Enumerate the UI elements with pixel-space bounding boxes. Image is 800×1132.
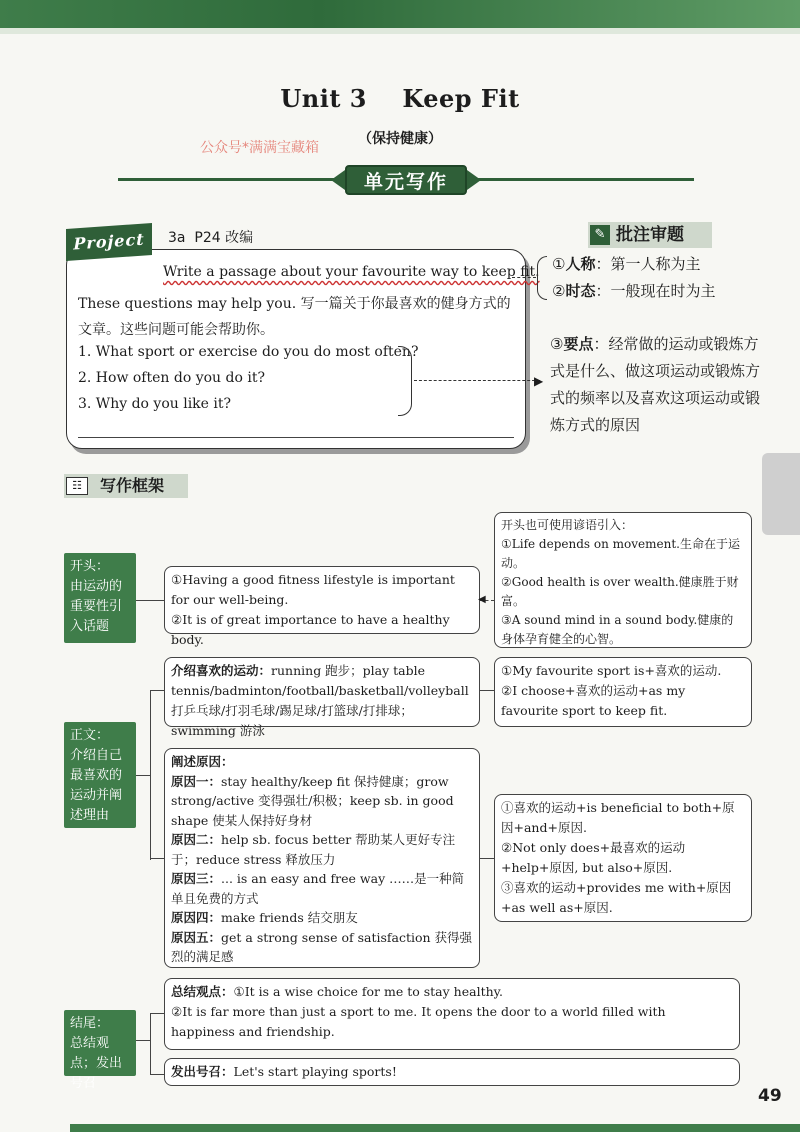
annotation-item-3: ③要点：经常做的运动或锻炼方式是什么、做这项运动或锻炼方式的频率以及喜欢这项运动或锻炼方式的原因 — [550, 335, 761, 434]
intro-tip-box: ①My favourite sport is+喜欢的运动. ②I choose+喜欢的运动+as my favourite sport to keep fit. — [494, 657, 752, 727]
reasons-box: 阐述原因： 原因一：stay healthy/keep fit 保持健康；grow strong/active 变得强壮/积极；keep sb. in good shape 使某人保持好身材 原因二：help sb. focus better 帮助某人更好专注于；reduce stress 释放压力 原因三：... is an easy and free way ……是一种简单且免费的方式 原因四：make friends 结交朋友 原因五：get a strong sense of satisfaction 获得强烈的满足感 — [164, 748, 480, 968]
annotation-item-2: ②时态：一般现在时为主 — [552, 282, 716, 300]
opening-box: ①Having a good fitness lifestyle is important for our well-being. ②It is of great importance to have a healthy body. — [164, 566, 480, 634]
call-box: 发出号召：Let's start playing sports! — [164, 1058, 740, 1086]
page-title: Unit 3 Keep Fit — [280, 84, 520, 113]
section-label-body: 正文： 介绍自己最喜欢的运动并阐述理由 — [64, 722, 136, 828]
body-connector — [136, 775, 150, 776]
annotation-brace — [537, 256, 547, 300]
reasons-tip-box: ①喜欢的运动+is beneficial to both+原因+and+原因. ②Not only does+最喜欢的运动+help+原因, but also+原因. ③喜欢的运动+provides me with+原因+as well as+原因. — [494, 794, 752, 922]
banner-left-cap — [331, 170, 345, 190]
task-line: Write a passage about your favourite way to keep fit. — [163, 264, 540, 280]
ending-connector — [136, 1040, 150, 1041]
framework-title: 写作框架 — [64, 474, 188, 498]
watermark: 公众号*满满宝藏箱 — [200, 140, 319, 156]
side-tab — [762, 453, 800, 535]
reasons-tip-connector — [480, 858, 494, 859]
section-banner: 单元写作 — [345, 165, 467, 195]
ending-vline — [150, 1013, 151, 1075]
question-3: 3. Why do you like it? — [78, 396, 232, 412]
questions-connector — [414, 380, 540, 381]
section-label-opening: 开头： 由运动的重要性引入话题 — [64, 553, 136, 643]
body-branch-2 — [150, 858, 164, 859]
section-label-ending: 结尾： 总结观点；发出号召 — [64, 1010, 136, 1076]
page-subtitle: （保持健康） — [358, 131, 442, 147]
question-1: 1. What sport or exercise do you do most often? — [78, 344, 419, 360]
annotation-item-1: ①人称：第一人称为主 — [552, 255, 701, 273]
project-tag: Project — [66, 223, 152, 261]
prompt-text: These questions may help you. 写一篇关于你最喜欢的健身方式的文章。这些问题可能会帮助你。 — [78, 296, 511, 338]
body-branch-1 — [150, 690, 164, 691]
frame-icon: ☷ — [66, 477, 88, 495]
ending-branch-2 — [150, 1074, 164, 1075]
project-source: 3a P24 改编 — [168, 230, 254, 246]
box-baseline — [78, 437, 514, 438]
ending-branch-1 — [150, 1013, 164, 1014]
banner-right-cap — [467, 170, 481, 190]
arrow-right-icon: ▶ — [534, 374, 544, 388]
edit-icon: ✎ — [590, 225, 610, 245]
question-2: 2. How often do you do it? — [78, 370, 265, 386]
top-band — [0, 0, 800, 28]
opening-tip-box: 开头也可使用谚语引入： ①Life depends on movement.生命在于运动。 ②Good health is over wealth.健康胜于财富。 ③A sound mind in a sound body.健康的身体孕育健全的心智。 — [494, 512, 752, 648]
body-vline — [150, 690, 151, 860]
questions-brace — [398, 346, 412, 416]
page-number: 49 — [758, 1086, 782, 1106]
summary-box: 总结观点：①It is a wise choice for me to stay healthy. ②It is far more than just a sport to me. It opens the door to a world filled with happiness and friendship. — [164, 978, 740, 1050]
annotation-connector — [512, 277, 536, 278]
bottom-band — [70, 1124, 800, 1132]
intro-tip-connector — [480, 690, 494, 691]
intro-box: 介绍喜欢的运动：running 跑步；play table tennis/badminton/football/basketball/volleyball 打乒乓球/打羽毛球/踢足球/打篮球/打排球；swimming 游泳 — [164, 657, 480, 727]
arrow-left-icon: ◀ — [478, 594, 486, 605]
opening-connector — [136, 600, 166, 601]
annotation-title: 批注审题 — [588, 222, 712, 248]
